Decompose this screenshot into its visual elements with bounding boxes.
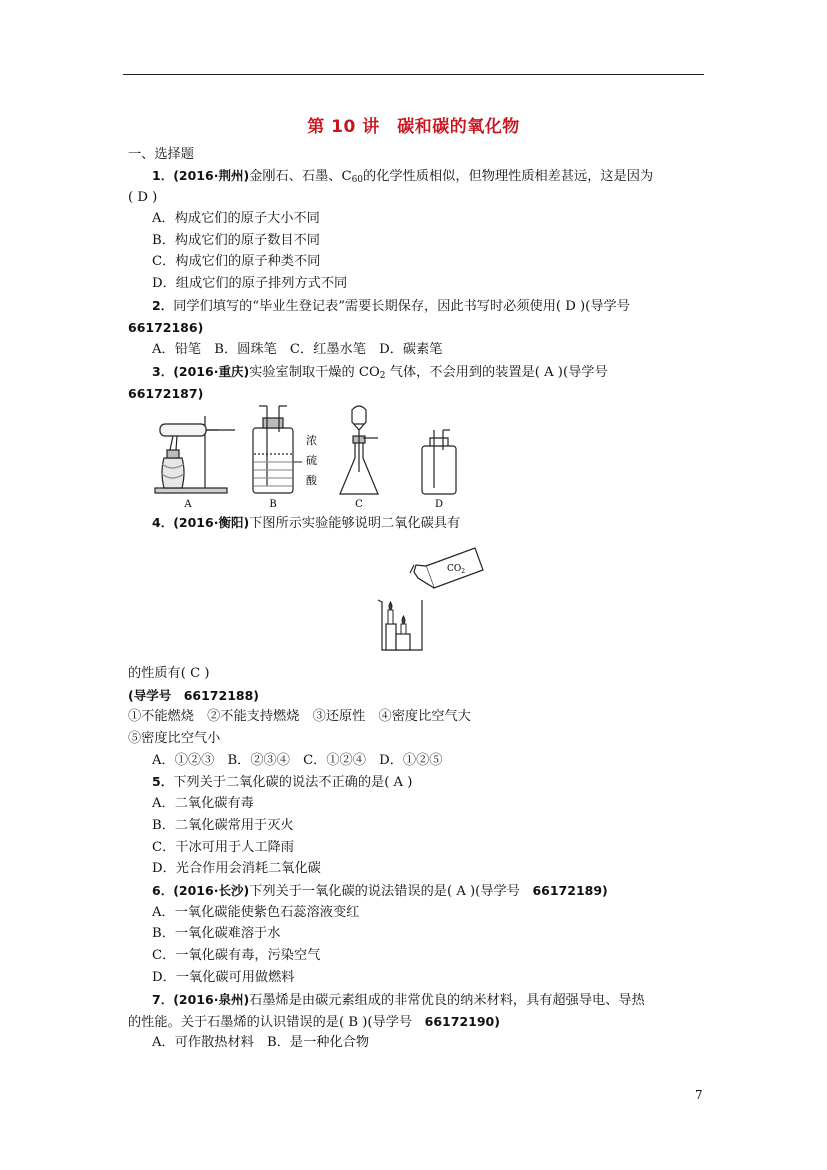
question-source: (2016·衡阳) xyxy=(173,515,250,530)
figure-label-b: B xyxy=(269,499,277,510)
subscript: 60 xyxy=(351,175,364,185)
option-c: C．一氧化碳有毒，污染空气 xyxy=(152,948,321,963)
apparatus-a xyxy=(155,416,235,493)
question-3-stem xyxy=(152,362,608,386)
apparatus-c xyxy=(340,406,378,494)
header-rule xyxy=(123,74,704,75)
figure-label-c: C xyxy=(355,499,363,510)
guide-number: 66172187) xyxy=(128,386,204,401)
question-1-stem xyxy=(152,166,653,190)
stem-text: 石墨烯是由碳元素组成的非常优良的纳米材料，具有超强导电、导热 xyxy=(249,993,645,1008)
question-1-answer: ( D ) xyxy=(128,190,158,205)
question-number: 4． xyxy=(152,515,174,530)
stem-text: 的性能。关于石墨烯的认识错误的是( B )(导学号 xyxy=(128,1015,413,1030)
question-7-options: A．可作散热材料 B．是一种化合物 xyxy=(152,1035,370,1050)
question-6-stem xyxy=(152,881,608,902)
guide-number: (导学号 66172188) xyxy=(128,688,260,703)
co2-label: $CO_2$ xyxy=(447,564,466,575)
stem-text: 同学们填写的“毕业生登记表”需要长期保存，因此书写时必须使用( D )(导学号 xyxy=(173,299,630,314)
option-b: B．二氧化碳常用于灭火 xyxy=(152,818,294,833)
apparatus-d xyxy=(422,430,456,494)
question-4-properties-2: ⑤密度比空气小 xyxy=(128,731,221,746)
option-c: C．构成它们的原子种类不同 xyxy=(152,254,321,269)
stem-text: 下图所示实验能够说明二氧化碳具有 xyxy=(249,516,461,531)
stem-text: 的化学性质相似，但物理性质相差甚远，这是因为 xyxy=(363,169,654,184)
option-b: B．一氧化碳难溶于水 xyxy=(152,926,281,941)
option-d: D．一氧化碳可用做燃料 xyxy=(152,970,295,985)
option-a: A．一氧化碳能使紫色石蕊溶液变红 xyxy=(152,905,360,920)
question-number: 3． xyxy=(152,364,174,379)
stem-text: 金刚石、石墨、C xyxy=(249,169,352,184)
option-a: A．构成它们的原子大小不同 xyxy=(152,211,320,226)
question-source: (2016·长沙) xyxy=(173,883,250,898)
option-c: C．干冰可用于人工降雨 xyxy=(152,840,294,855)
question-2-stem xyxy=(152,296,630,317)
question-number: 5． xyxy=(152,774,174,789)
stem-text: 实验室制取干燥的 CO xyxy=(249,365,380,380)
question-7-stem-continued xyxy=(128,1012,500,1033)
question-4-id xyxy=(128,686,259,707)
apparatus-figure xyxy=(150,402,470,510)
guide-number: 66172189) xyxy=(532,883,608,898)
question-number: 7． xyxy=(152,992,174,1007)
stem-text: 下列关于二氧化碳的说法不正确的是( A ) xyxy=(173,775,413,790)
question-2-options: A．铅笔 B．圆珠笔 C．红墨水笔 D．碳素笔 xyxy=(152,342,443,357)
question-4-stem-continued: 的性质有( C ) xyxy=(128,666,210,681)
question-number: 1． xyxy=(152,168,174,183)
stem-text: 下列关于一氧化碳的说法错误的是( A )(导学号 xyxy=(249,884,520,899)
option-a: A．二氧化碳有毒 xyxy=(152,796,254,811)
page-number: 7 xyxy=(695,1088,703,1102)
acid-label-1: 浓 xyxy=(306,434,317,447)
question-4-options: A．①②③ B．②③④ C．①②④ D．①②⑤ xyxy=(152,753,443,768)
question-2-id xyxy=(128,318,203,339)
option-d: D．光合作用会消耗二氧化碳 xyxy=(152,861,321,876)
stem-text: 气体，不会用到的装置是( A )(导学号 xyxy=(385,365,608,380)
guide-number: 66172190) xyxy=(424,1014,500,1029)
figure-label-d: D xyxy=(434,499,444,510)
acid-label-2: 硫 xyxy=(306,454,317,467)
subscript: 2 xyxy=(379,371,386,381)
option-b: B．构成它们的原子数目不同 xyxy=(152,233,320,248)
question-source: (2016·泉州) xyxy=(173,992,250,1007)
apparatus-b xyxy=(253,406,302,493)
question-number: 2． xyxy=(152,298,174,313)
question-5-stem xyxy=(152,772,412,793)
option-d: D．组成它们的原子排列方式不同 xyxy=(152,276,348,291)
guide-number: 66172186) xyxy=(128,320,204,335)
question-number: 6． xyxy=(152,883,174,898)
question-source: (2016·荆州) xyxy=(173,168,250,183)
acid-label-3: 酸 xyxy=(306,474,317,487)
co2-candle-figure xyxy=(370,540,490,655)
question-4-stem xyxy=(152,513,460,534)
question-source: (2016·重庆) xyxy=(173,364,250,379)
figure-label-a: A xyxy=(184,499,192,510)
question-7-stem xyxy=(152,990,645,1011)
page-title: 第 10 讲 碳和碳的氧化物 xyxy=(307,117,520,137)
section-heading: 一、选择题 xyxy=(128,147,194,162)
question-4-properties-1: ①不能燃烧 ②不能支持燃烧 ③还原性 ④密度比空气大 xyxy=(128,709,471,724)
